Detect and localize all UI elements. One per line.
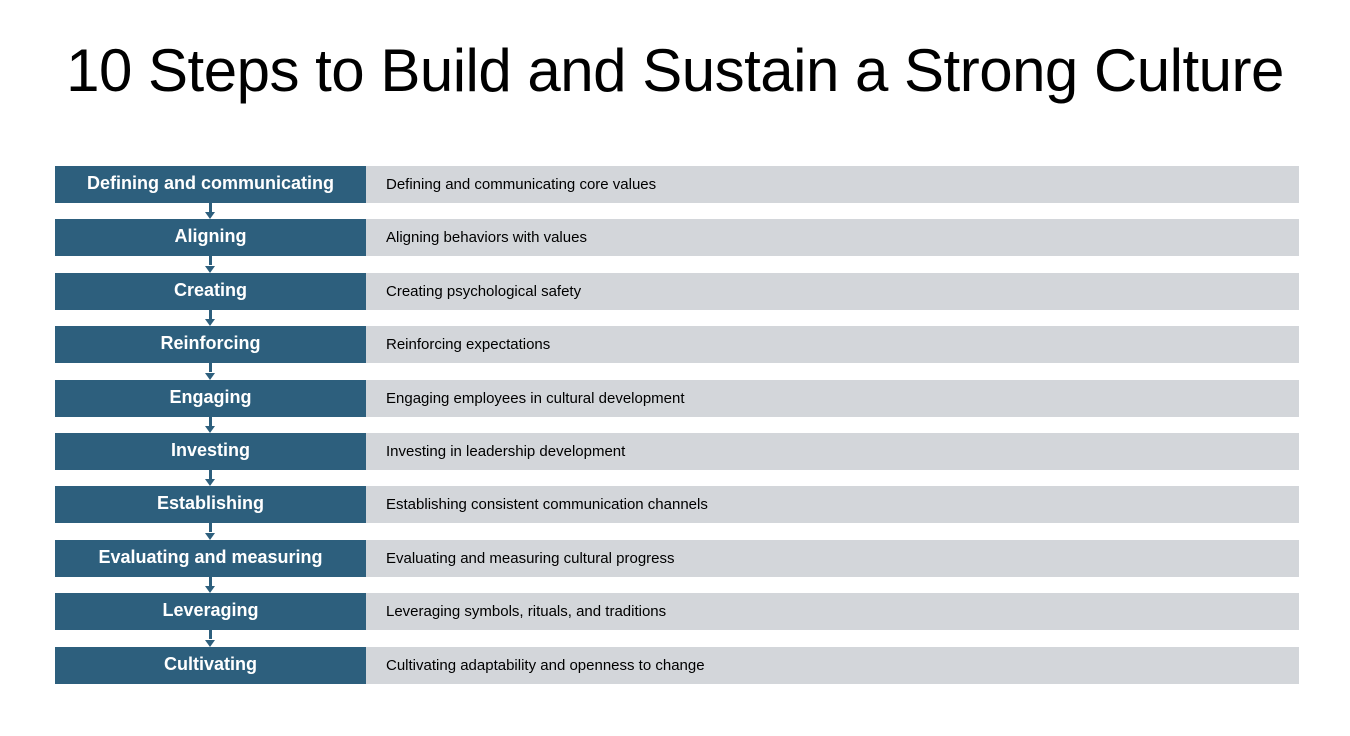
down-arrow-icon bbox=[205, 212, 215, 219]
step-connector-line bbox=[209, 523, 212, 532]
down-arrow-icon bbox=[205, 586, 215, 593]
down-arrow-icon bbox=[205, 533, 215, 540]
step-connector-line bbox=[209, 363, 212, 372]
down-arrow-icon bbox=[205, 640, 215, 647]
down-arrow-icon bbox=[205, 266, 215, 273]
step-connector-line bbox=[209, 203, 212, 212]
step-label: Creating bbox=[55, 273, 366, 310]
step-row bbox=[55, 380, 1299, 417]
step-row bbox=[55, 486, 1299, 523]
step-description: Evaluating and measuring cultural progress bbox=[366, 540, 1299, 577]
step-connector-line bbox=[209, 256, 212, 265]
step-label: Defining and communicating bbox=[55, 166, 366, 203]
process-steps bbox=[55, 166, 1299, 684]
step-description: Cultivating adaptability and openness to change bbox=[366, 647, 1299, 684]
step-label: Engaging bbox=[55, 380, 366, 417]
step-label: Reinforcing bbox=[55, 326, 366, 363]
step-connector-line bbox=[209, 417, 212, 426]
slide-title: 10 Steps to Build and Sustain a Strong Culture bbox=[66, 37, 1284, 104]
step-row bbox=[55, 219, 1299, 256]
down-arrow-icon bbox=[205, 319, 215, 326]
step-row bbox=[55, 433, 1299, 470]
step-description: Aligning behaviors with values bbox=[366, 219, 1299, 256]
step-row bbox=[55, 540, 1299, 577]
step-description: Establishing consistent communication channels bbox=[366, 486, 1299, 523]
down-arrow-icon bbox=[205, 426, 215, 433]
step-row bbox=[55, 166, 1299, 203]
step-row bbox=[55, 273, 1299, 310]
step-label: Establishing bbox=[55, 486, 366, 523]
step-description: Investing in leadership development bbox=[366, 433, 1299, 470]
step-description: Reinforcing expectations bbox=[366, 326, 1299, 363]
step-description: Creating psychological safety bbox=[366, 273, 1299, 310]
step-description: Defining and communicating core values bbox=[366, 166, 1299, 203]
down-arrow-icon bbox=[205, 373, 215, 380]
step-description: Engaging employees in cultural development bbox=[366, 380, 1299, 417]
step-description: Leveraging symbols, rituals, and traditions bbox=[366, 593, 1299, 630]
step-label: Leveraging bbox=[55, 593, 366, 630]
step-row bbox=[55, 326, 1299, 363]
step-label: Cultivating bbox=[55, 647, 366, 684]
step-label: Evaluating and measuring bbox=[55, 540, 366, 577]
step-connector-line bbox=[209, 577, 212, 586]
step-row bbox=[55, 593, 1299, 630]
step-row bbox=[55, 647, 1299, 684]
step-connector-line bbox=[209, 310, 212, 319]
step-connector-line bbox=[209, 470, 212, 479]
step-connector-line bbox=[209, 630, 212, 639]
down-arrow-icon bbox=[205, 479, 215, 486]
step-label: Aligning bbox=[55, 219, 366, 256]
step-label: Investing bbox=[55, 433, 366, 470]
